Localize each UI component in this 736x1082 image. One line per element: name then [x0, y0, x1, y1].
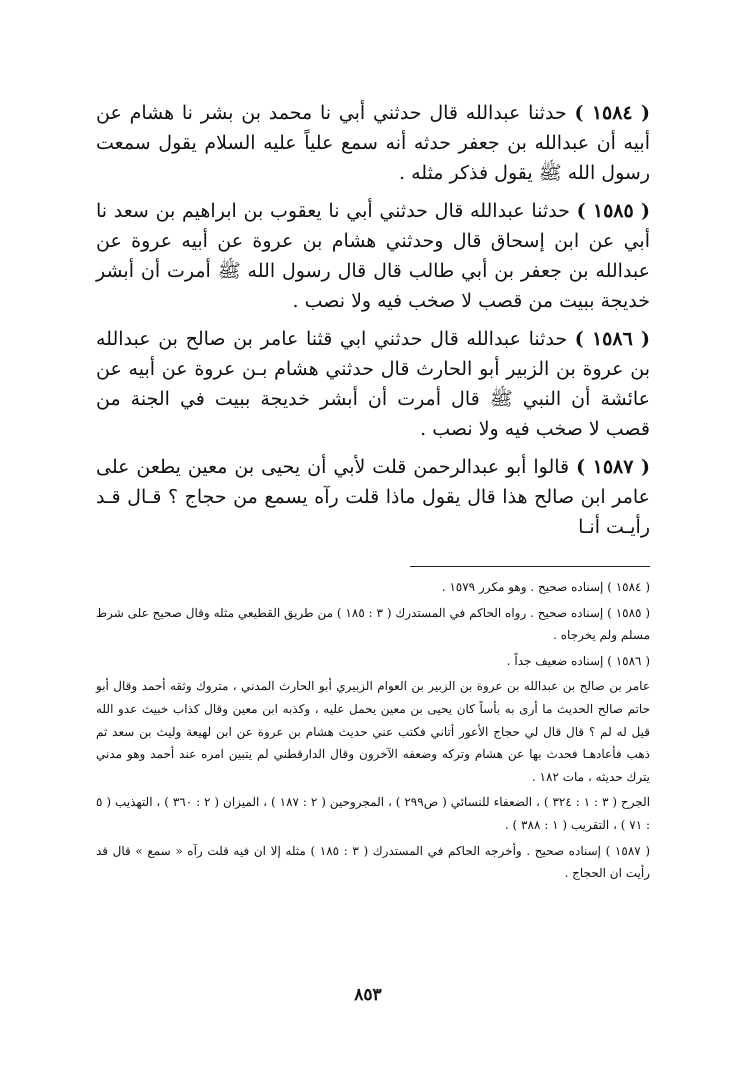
footnote-text: إسناده صحيح . وهو مكرر ١٥٧٩ . [441, 580, 604, 594]
hadith-number: ( ١٥٨٦ ) [574, 328, 650, 350]
footnote-text: الجرح ( ٣ : ١ : ٣٢٤ ) ، الضعفاء للنسائي ( ص٢٩٩ ) ، المجروحين ( ٢ : ١٨٧ ) ، الميزان ( ٢ : ٣٦٠ ) ، التهذيب ( ٥ : ٧١ ) ، التقريب ( ١ : ٣٨٨ ) . [96, 795, 651, 832]
main-text [96, 98, 650, 550]
page-number: ٨٥٣ [354, 985, 382, 1005]
footnote [96, 576, 650, 599]
footnote-biography [96, 675, 650, 788]
footnote-text: إسناده صحيح . رواه الحاكم في المستدرك ( ٣ : ١٨٥ ) من طريق القطيعي مثله وقال صحيح على شرط مسلم ولم يخرجاه . [96, 605, 650, 643]
hadith-text: حدثنا عبدالله قال حدثني ابي قثنا عامر بن صالح بن عبدالله بن عروة بن الزبير أبو الحارث قال حدثني هشام بـن عروة عن أبيه عن عائشة أن النبي ﷺ قال أمرت أن أبشر خديجة ببيت في الجنة من قصب لا صخب فيه ولا نصب . [96, 328, 650, 440]
hadith-paragraph [96, 98, 650, 188]
footnote-number: ( ١٥٨٧ ) [605, 843, 651, 858]
hadith-number: ( ١٥٨٤ ) [574, 102, 650, 124]
hadith-text: قالوا أبو عبدالرحمن قلت لأبي أن يحيى بن معين يطعن على عامر ابن صالح هذا قال يقول ماذا قلت رآه يسمع من حجاج ؟ قـال قـد رأيـت أنـا [96, 456, 650, 538]
footnote-text: إسناده ضعيف جداً . [506, 653, 604, 668]
footnotes [96, 576, 650, 888]
hadith-number: ( ١٥٨٥ ) [576, 200, 651, 222]
hadith-text: حدثنا عبدالله قال حدثني أبي نا يعقوب بن ابراهيم بن سعد نا أبي عن ابن إسحاق قال وحدثني هشام بن عروة عن أبيه عروة عن عبدالله بن جعفر بن أبي طالب قال قال رسول الله ﷺ أمرت أن أبشر خديجة ببيت من قصب لا صخب فيه ولا نصب . [96, 200, 650, 312]
footnote-number: ( ١٥٨٦ ) [607, 653, 650, 668]
footnote [96, 840, 650, 885]
hadith-paragraph [96, 196, 650, 316]
footnote-divider [410, 566, 650, 567]
footnote-references [96, 791, 650, 836]
hadith-text: حدثنا عبدالله قال حدثني أبي نا محمد بن بشر نا هشام عن أبيه أن عبدالله بن جعفر حدثه أنه سمع علياً عليه السلام يقول سمعت رسول الله ﷺ يقول فذكر مثله . [96, 102, 650, 184]
footnote-text: إسناده صحيح . وأخرجه الحاكم في المستدرك ( ٣ : ١٨٥ ) مثله إلا ان فيه قلت رآه « سمع » قال قد رأيت ان الحجاج . [96, 843, 650, 881]
footnote [96, 602, 650, 647]
hadith-number: ( ١٥٨٧ ) [576, 456, 650, 478]
hadith-paragraph [96, 324, 650, 444]
footnote [96, 650, 650, 673]
footnote-text: عامر بن صالح بن عبدالله بن عروة بن الزبير بن العوام الزبيري أبو الحارث المدني ، متروك وثقه أحمد وقال أبو حاتم صالح الحديث ما أرى به بأساً كان يحيى بن معين يحمل عليه ، وكذبه ابن معين وقال كذاب خبيث عدو الله قيل له لم ؟ قال قال لي حجاج الأعور أتاني فكتب عني حديث هشام بن عروة عن ابن لهيعة وليث بن سعد ثم ذهب فأعادهـا فحدث بها عن هشام وتركه وضعفه الآخرون وقال الدارقطني لم يتبين امره عند أحمد وهو مدني يترك حديثه ، مات ١٨٢ . [96, 679, 650, 784]
footnote-number: ( ١٥٨٤ ) [607, 580, 650, 594]
footnote-number: ( ١٥٨٥ ) [607, 605, 651, 620]
hadith-paragraph [96, 452, 650, 542]
